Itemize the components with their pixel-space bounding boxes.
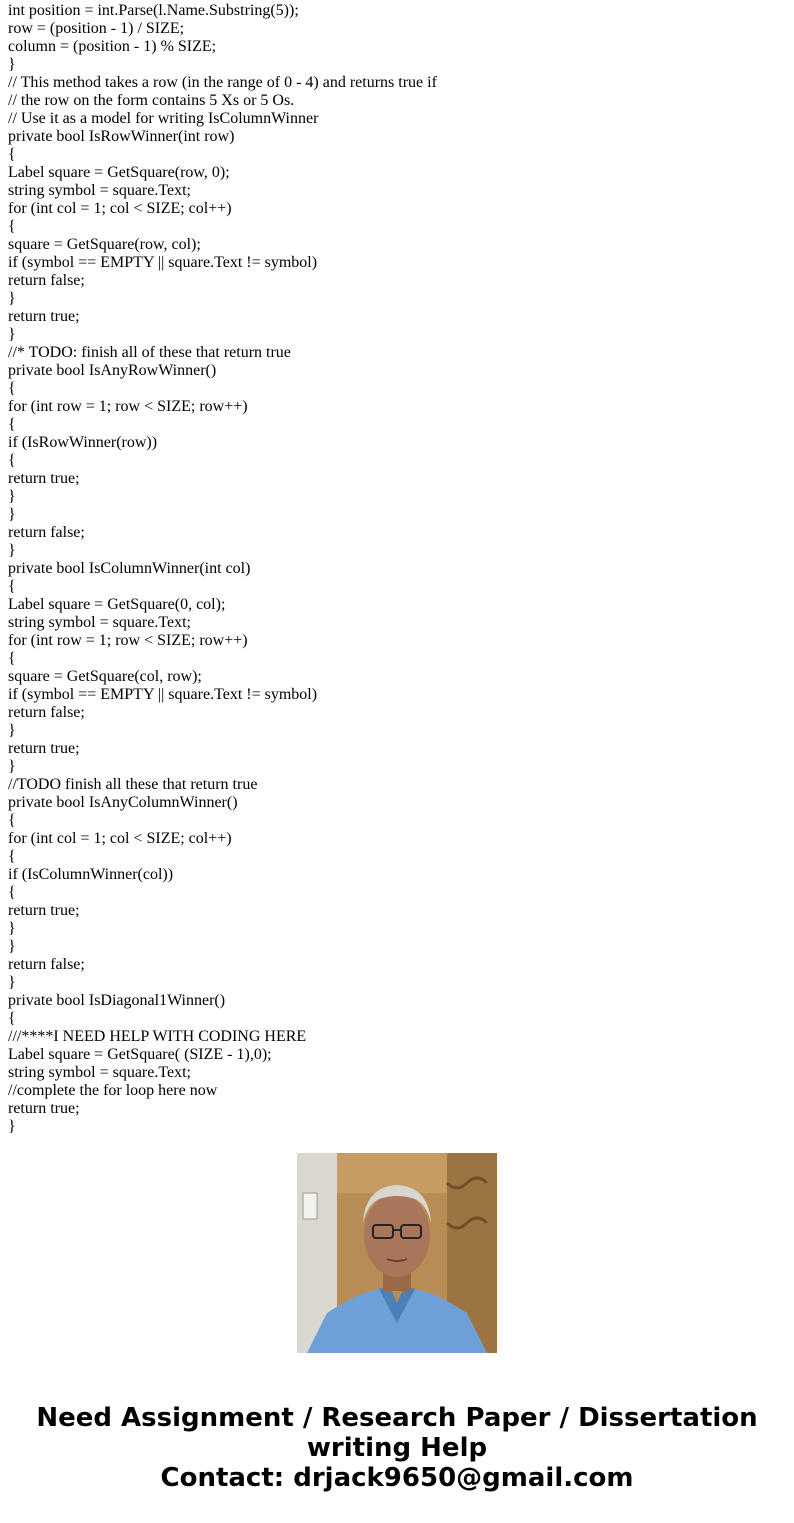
person-photo-icon xyxy=(297,1153,497,1353)
code-line: return true; xyxy=(8,470,80,487)
code-line: } xyxy=(8,722,16,739)
code-line: { xyxy=(8,1010,16,1027)
code-line: return true; xyxy=(8,902,80,919)
code-line: } xyxy=(8,938,16,955)
code-line: private bool IsDiagonal1Winner() xyxy=(8,992,226,1009)
promo-line-1: Need Assignment / Research Paper / Dissertation xyxy=(36,1403,758,1433)
code-line: for (int row = 1; row < SIZE; row++) xyxy=(8,398,248,415)
code-line: for (int row = 1; row < SIZE; row++) xyxy=(8,632,248,649)
code-line: Label square = GetSquare(row, 0); xyxy=(8,164,230,181)
code-line: for (int col = 1; col < SIZE; col++) xyxy=(8,200,232,217)
code-line: Label square = GetSquare( (SIZE - 1),0); xyxy=(8,1046,272,1063)
promo-banner xyxy=(0,1403,794,1493)
code-line: return false; xyxy=(8,524,85,541)
code-line: private bool IsAnyColumnWinner() xyxy=(8,794,238,811)
code-line: string symbol = square.Text; xyxy=(8,182,191,199)
code-line: } xyxy=(8,326,16,343)
code-line: //TODO finish all these that return true xyxy=(8,776,258,793)
code-line: } xyxy=(8,974,16,991)
code-line: } xyxy=(8,758,16,775)
code-line: if (IsRowWinner(row)) xyxy=(8,434,158,451)
code-line: // the row on the form contains 5 Xs or 5 Os. xyxy=(8,92,295,109)
code-line: { xyxy=(8,650,16,667)
code-line: for (int col = 1; col < SIZE; col++) xyxy=(8,830,232,847)
code-line: return true; xyxy=(8,740,80,757)
code-line: { xyxy=(8,812,16,829)
code-line: private bool IsAnyRowWinner() xyxy=(8,362,217,379)
promo-contact: Contact: drjack9650@gmail.com xyxy=(160,1463,634,1493)
code-line: if (symbol == EMPTY || square.Text != symbol) xyxy=(8,686,318,703)
code-line: ///****I NEED HELP WITH CODING HERE xyxy=(8,1028,307,1045)
code-line: string symbol = square.Text; xyxy=(8,1064,191,1081)
code-line: return true; xyxy=(8,308,80,325)
code-line: row = (position - 1) / SIZE; xyxy=(8,20,185,37)
code-line: string symbol = square.Text; xyxy=(8,614,191,631)
code-line: { xyxy=(8,452,16,469)
code-line: private bool IsColumnWinner(int col) xyxy=(8,560,251,577)
code-line: { xyxy=(8,380,16,397)
code-line: } xyxy=(8,920,16,937)
code-line: } xyxy=(8,542,16,559)
code-line: return false; xyxy=(8,272,85,289)
code-line: private bool IsRowWinner(int row) xyxy=(8,128,235,145)
code-line: return true; xyxy=(8,1100,80,1117)
code-line: if (IsColumnWinner(col)) xyxy=(8,866,174,883)
code-line: Label square = GetSquare(0, col); xyxy=(8,596,226,613)
code-line: // Use it as a model for writing IsColumnWinner xyxy=(8,110,319,127)
code-listing xyxy=(8,2,788,1135)
code-line: { xyxy=(8,848,16,865)
code-line: square = GetSquare(col, row); xyxy=(8,668,202,685)
code-line: } xyxy=(8,290,16,307)
code-line: //* TODO: finish all of these that return true xyxy=(8,344,291,361)
code-line: int position = int.Parse(l.Name.Substring(5)); xyxy=(8,2,299,19)
code-line: column = (position - 1) % SIZE; xyxy=(8,38,217,55)
code-line: { xyxy=(8,218,16,235)
code-line: } xyxy=(8,1118,16,1135)
code-line: //complete the for loop here now xyxy=(8,1082,218,1099)
code-line: if (symbol == EMPTY || square.Text != symbol) xyxy=(8,254,318,271)
promo-line-2: writing Help xyxy=(306,1433,488,1463)
code-line: square = GetSquare(row, col); xyxy=(8,236,201,253)
code-line: // This method takes a row (in the range of 0 - 4) and returns true if xyxy=(8,74,437,91)
code-line: { xyxy=(8,146,16,163)
code-line: return false; xyxy=(8,704,85,721)
code-line: { xyxy=(8,884,16,901)
code-line: return false; xyxy=(8,956,85,973)
avatar-illustration xyxy=(297,1153,497,1353)
code-line: } xyxy=(8,56,16,73)
code-line: { xyxy=(8,416,16,433)
code-line: { xyxy=(8,578,16,595)
code-line: } xyxy=(8,488,16,505)
code-line: } xyxy=(8,506,16,523)
